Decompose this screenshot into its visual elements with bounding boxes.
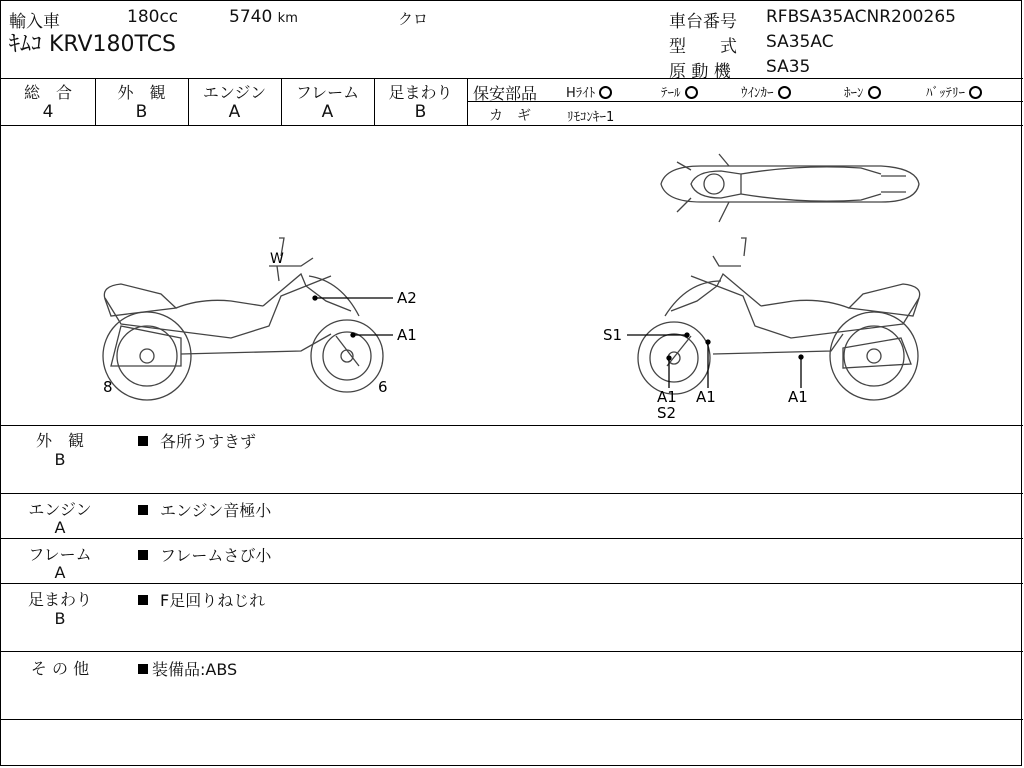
diagram-label-a2: A2 xyxy=(397,289,417,307)
key-value: ﾘﾓｺﾝｷｰ1 xyxy=(567,110,615,125)
color: クロ xyxy=(398,10,429,28)
diagram-label-front-num: 8 xyxy=(103,378,113,396)
grade-exterior-value: B xyxy=(135,102,148,122)
frame-number: RFBSA35ACNR200265 xyxy=(766,7,956,27)
diagram-label-a1: A1 xyxy=(397,326,417,344)
remark-category: フレーム xyxy=(28,545,92,564)
safety-item-battery xyxy=(926,82,982,101)
displacement: 180cc xyxy=(127,7,179,27)
grade-engine-label: エンジン xyxy=(202,83,267,102)
grade-frame-label: フレーム xyxy=(295,83,360,102)
safety-title: 保安部品 xyxy=(473,84,538,103)
divider xyxy=(1,719,1023,720)
divider xyxy=(1,78,1023,79)
safety-item-label: ｳｲﾝｶｰ xyxy=(741,86,774,101)
safety-item-label: ﾊﾞｯﾃﾘｰ xyxy=(926,86,965,101)
diagram-label-a1-rear: A1 xyxy=(788,388,808,406)
safety-item-horn xyxy=(844,82,881,101)
divider xyxy=(1,493,1023,494)
diagram-label-rear-num: 6 xyxy=(378,378,388,396)
maker-model: ｷﾑｺ KRV180TCS xyxy=(9,32,177,57)
status-ok-circle-icon xyxy=(969,86,982,99)
scooter-left-side-drawing xyxy=(103,238,383,400)
divider xyxy=(1,651,1023,652)
remark-text: F足回りねじれ xyxy=(138,588,265,611)
diagram-label-s2: S2 xyxy=(657,404,677,422)
status-ok-circle-icon xyxy=(685,86,698,99)
divider xyxy=(467,78,468,125)
grade-suspension-label: 足まわり xyxy=(388,83,453,102)
engine-type-label: 原 動 機 xyxy=(669,62,731,82)
safety-item-label: ﾎｰﾝ xyxy=(844,86,864,101)
safety-item-label: ﾃｰﾙ xyxy=(661,86,681,101)
origin-label: 輸入車 xyxy=(9,12,60,32)
scooter-top-view-drawing xyxy=(661,154,919,222)
damage-leader-lines xyxy=(313,296,803,388)
safety-item-winker xyxy=(741,82,791,101)
grade-exterior-label: 外 観 xyxy=(117,83,166,102)
status-ok-circle-icon xyxy=(778,86,791,99)
engine-type: SA35 xyxy=(766,57,811,77)
grade-frame-value: A xyxy=(321,102,334,122)
diagram-label-a1-mid: A1 xyxy=(696,388,716,406)
remark-text: フレームさび小 xyxy=(138,543,271,566)
mileage-value: 5740 xyxy=(229,7,273,27)
status-ok-circle-icon xyxy=(599,86,612,99)
bullet-square-icon xyxy=(138,664,148,674)
grade-overall-value: 4 xyxy=(42,102,54,122)
bullet-square-icon xyxy=(138,550,148,560)
diagram-label-s1: S1 xyxy=(603,326,623,344)
mileage-unit: km xyxy=(277,11,298,26)
scooter-right-side-drawing xyxy=(638,238,920,400)
damage-diagram xyxy=(1,126,1023,425)
bullet-square-icon xyxy=(138,436,148,446)
remark-category: そ の 他 xyxy=(30,659,90,678)
grade-engine-value: A xyxy=(228,102,241,122)
bullet-square-icon xyxy=(138,595,148,605)
frame-number-label: 車台番号 xyxy=(669,12,737,32)
mileage xyxy=(229,7,298,27)
divider xyxy=(1,425,1023,426)
safety-item-tail xyxy=(661,82,698,101)
model-type: SA35AC xyxy=(766,32,834,52)
diagram-label-a1-front: A1 xyxy=(657,388,677,406)
remark-grade: B xyxy=(54,450,66,469)
diagram-label-w: W xyxy=(270,251,284,267)
divider xyxy=(1,583,1023,584)
bullet-square-icon xyxy=(138,505,148,515)
status-ok-circle-icon xyxy=(868,86,881,99)
divider xyxy=(467,101,1023,102)
safety-item-label: Hﾗｲﾄ xyxy=(566,86,596,101)
remark-text: 各所うすきず xyxy=(138,429,256,452)
remark-text: エンジン音極小 xyxy=(138,498,271,521)
remark-grade: B xyxy=(54,609,66,628)
safety-item-headlight xyxy=(566,82,612,101)
remark-grade: A xyxy=(54,563,66,582)
model-type-label: 型 式 xyxy=(669,37,737,57)
remark-category: 足まわり xyxy=(27,590,92,609)
grade-suspension-value: B xyxy=(414,102,427,122)
remark-category: エンジン xyxy=(28,500,92,519)
remark-grade: A xyxy=(54,518,66,537)
key-label: カ ギ xyxy=(489,108,531,124)
remark-category: 外 観 xyxy=(35,431,84,450)
grade-overall-label: 総 合 xyxy=(23,83,72,102)
divider xyxy=(1,538,1023,539)
remark-text: 装備品:ABS xyxy=(138,657,237,680)
